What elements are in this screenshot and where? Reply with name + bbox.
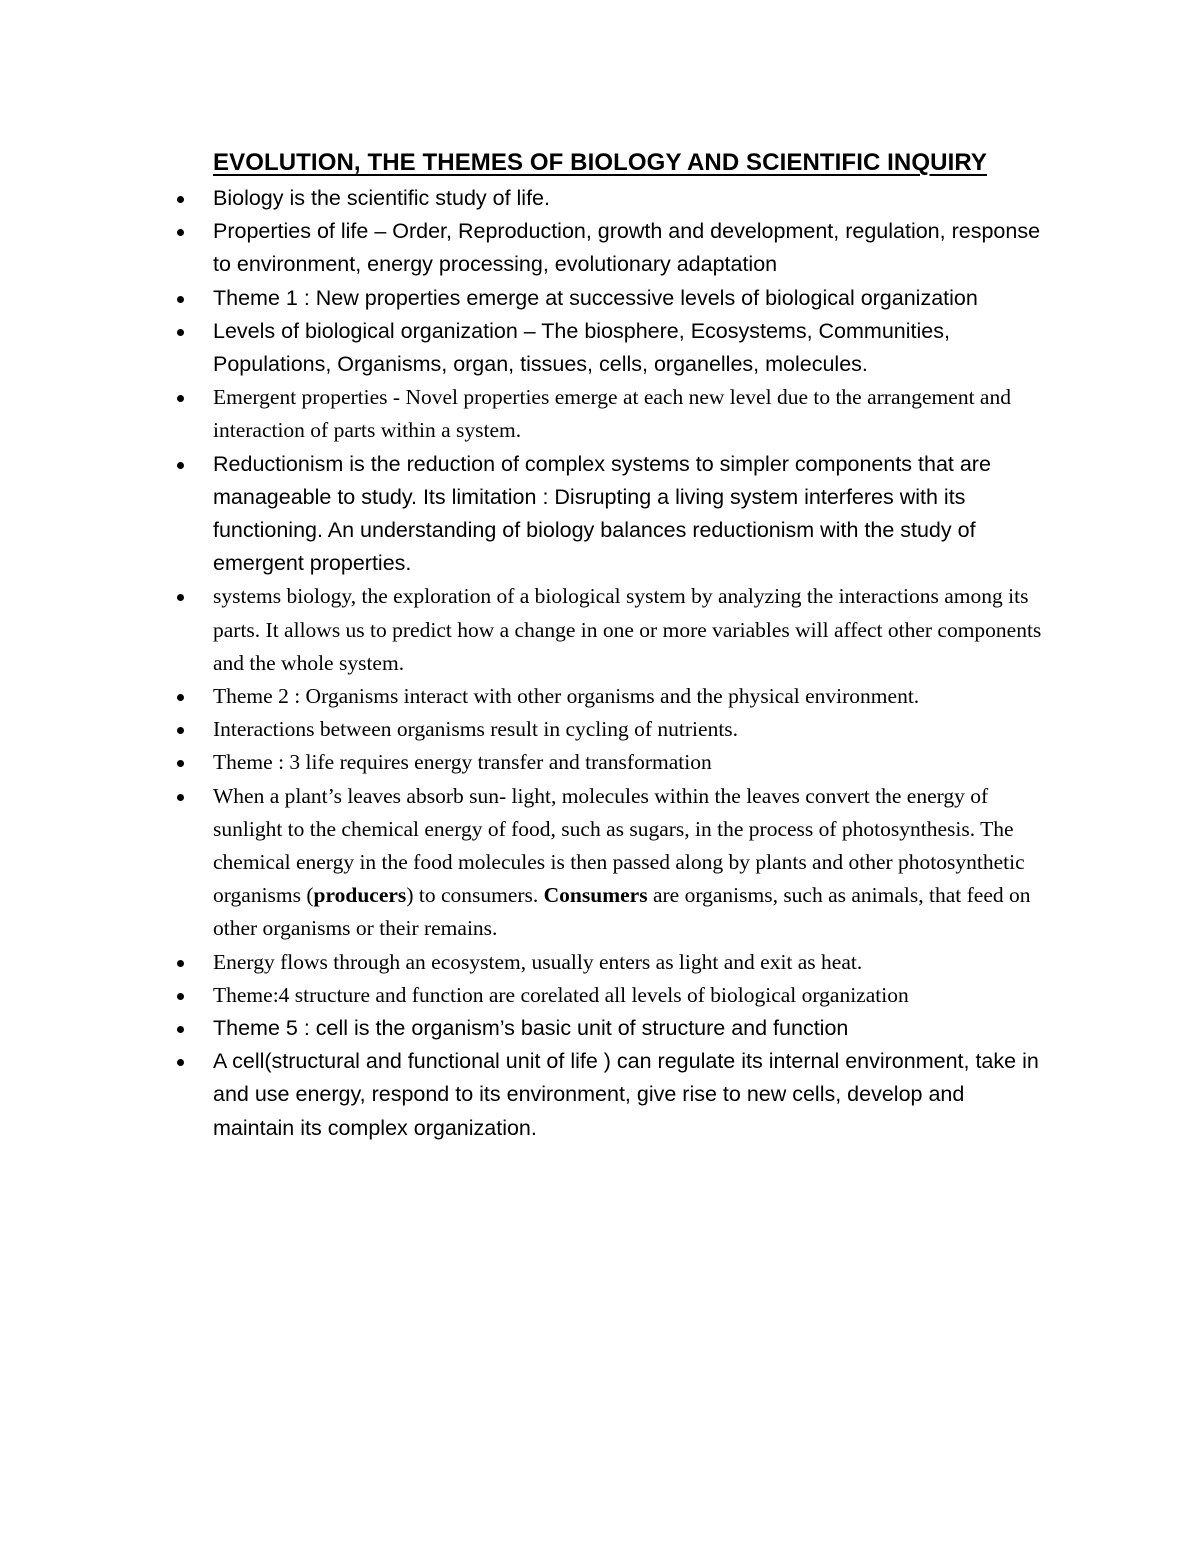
list-item-text: Emergent properties - Novel properties emerge at each new level due to the arrangement and interaction of parts within a system. <box>213 385 1011 443</box>
bullet-icon <box>177 694 184 701</box>
list-item <box>0 381 1200 447</box>
list-item-text-part: ) to consumers. <box>406 883 544 908</box>
list-item <box>0 1045 1200 1145</box>
list-item <box>0 215 1200 281</box>
list-item-text: Properties of life – Order, Reproduction, growth and development, regulation, response to environment, energy processing, evolutionary adaptation <box>213 219 1041 277</box>
list-item <box>0 680 1200 713</box>
bullet-icon <box>177 1026 184 1033</box>
list-item <box>0 946 1200 979</box>
list-item-text: Theme : 3 life requires energy transfer and transformation <box>213 750 712 775</box>
bullet-icon <box>177 960 184 967</box>
list-item-text: Theme 1 : New properties emerge at successive levels of biological organization <box>213 285 978 310</box>
list-item <box>0 315 1200 381</box>
bullet-icon <box>177 1059 184 1066</box>
list-item <box>0 746 1200 779</box>
list-item-text: Levels of biological organization – The biosphere, Ecosystems, Communities, Populations, Organisms, organ, tissues, cells, organelles, molecules. <box>213 318 950 377</box>
list-item-text: Theme 5 : cell is the organism’s basic unit of structure and function <box>213 1016 849 1041</box>
list-item <box>0 182 1200 215</box>
list-item <box>0 713 1200 746</box>
bold-term-producers: producers <box>313 883 407 908</box>
list-item-text: Theme 2 : Organisms interact with other organisms and the physical environment. <box>213 684 920 709</box>
list-item <box>0 780 1200 946</box>
list-item-text: Interactions between organisms result in cycling of nutrients. <box>213 717 739 742</box>
list-item-text: Energy flows through an ecosystem, usually enters as light and exit as heat. <box>213 949 863 974</box>
list-item <box>0 448 1200 581</box>
bold-term-consumers: Consumers <box>543 883 648 908</box>
bullet-icon <box>177 329 184 336</box>
bullet-icon <box>177 462 184 469</box>
bullet-icon <box>177 993 184 1000</box>
list-item-text: A cell(structural and functional unit of life ) can regulate its internal environment, take in and use energy, respond to its environment, give rise to new cells, develop and maintain its complex organization. <box>213 1049 1039 1140</box>
list-item-text: systems biology, the exploration of a biological system by analyzing the interactions among its parts. It allows us to predict how a change in one or more variables will affect other components and the whole system. <box>213 584 1042 675</box>
list-item <box>0 979 1200 1012</box>
bullet-icon <box>177 760 184 767</box>
bullet-icon <box>177 594 184 601</box>
list-item <box>0 1012 1200 1045</box>
list-item-text-part: When a plant’s leaves absorb sun- light, molecules within the leaves convert the energy of sunlight to the chemical energy of food, such as sugars, in the process of photosynthesis. The chemical energy in the food molecules is then passed along by plants and other photosynthetic organisms ( <box>213 783 1025 908</box>
bullet-icon <box>177 727 184 734</box>
bullet-icon <box>177 296 184 303</box>
bullet-icon <box>177 794 184 801</box>
list-item <box>0 282 1200 315</box>
bullet-icon <box>177 395 184 402</box>
list-item-text: Biology is the scientific study of life. <box>213 186 550 210</box>
page-title: EVOLUTION, THE THEMES OF BIOLOGY AND SCIENTIFIC INQUIRY <box>213 149 987 176</box>
bullet-icon <box>177 229 184 236</box>
bullet-list <box>0 182 1200 1145</box>
list-item <box>0 580 1200 680</box>
list-item-text: Reductionism is the reduction of complex systems to simpler components that are manageable to study. Its limitation : Disrupting a living system interferes with its functioning. An understanding of biology balances reductionism with the study of emergent properties. <box>213 451 991 576</box>
bullet-icon <box>177 196 184 203</box>
list-item-text: Theme:4 structure and function are corelated all levels of biological organization <box>213 982 909 1007</box>
list-item-text-part: are organisms, such as animals, that feed on other organisms or their remains. <box>213 883 1031 941</box>
